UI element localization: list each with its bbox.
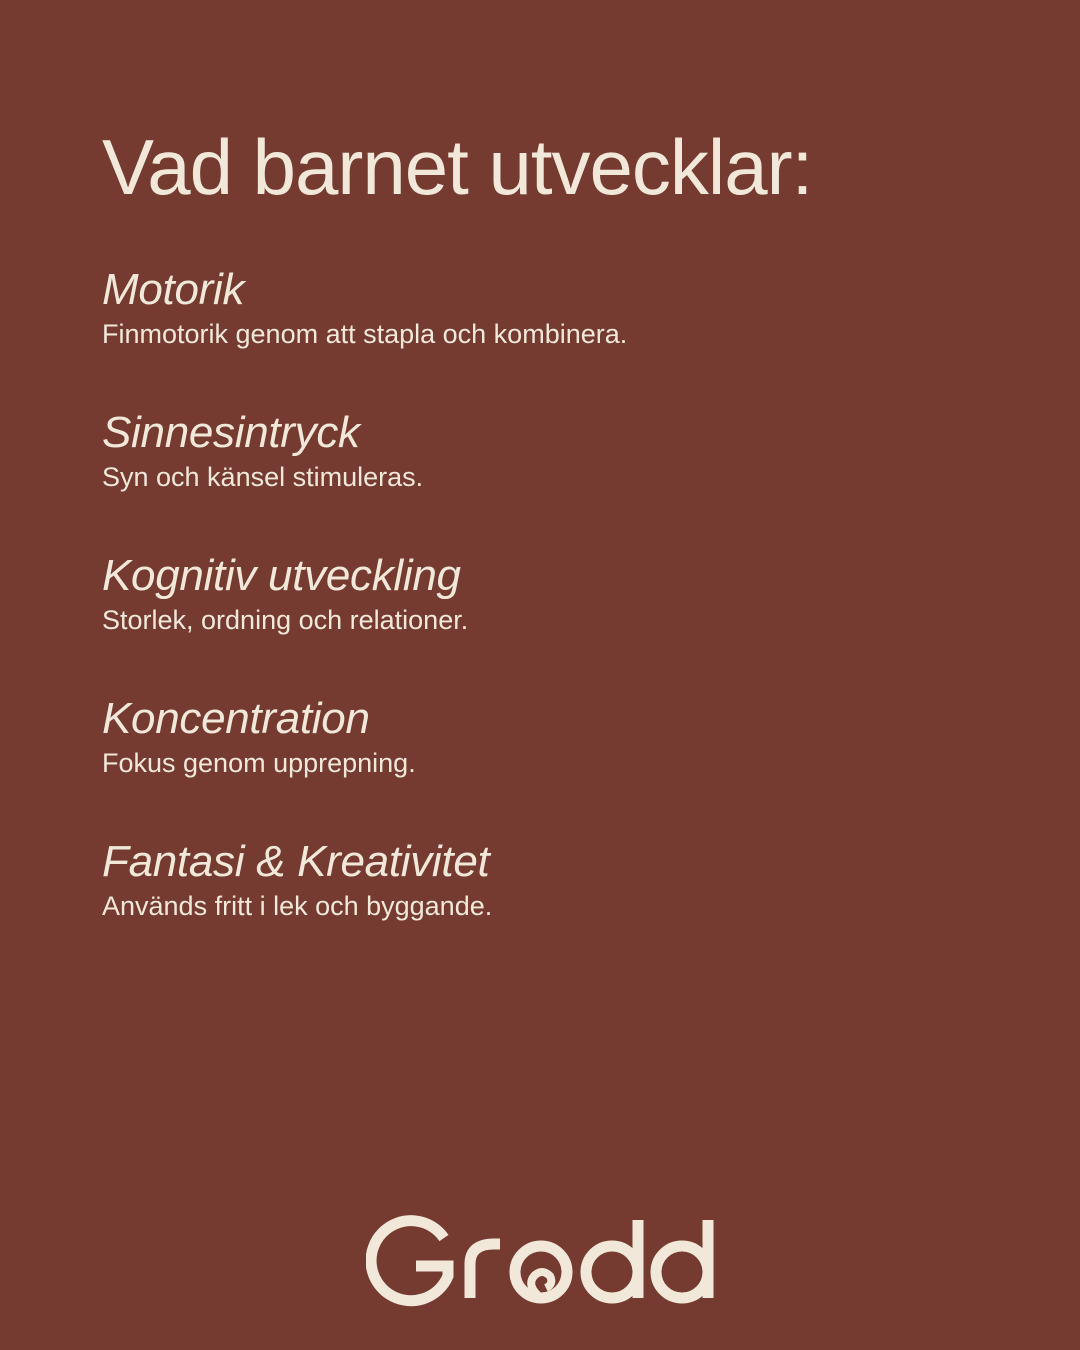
list-item-fantasi-kreativitet — [102, 836, 1002, 979]
item-heading: Motorik — [102, 265, 245, 314]
page-title: Vad barnet utvecklar: — [102, 123, 813, 211]
item-description: Används fritt i lek och byggande. — [102, 891, 493, 921]
list-item-motorik — [102, 264, 1002, 407]
item-description: Fokus genom upprepning. — [102, 748, 416, 778]
item-heading: Koncentration — [102, 694, 370, 743]
grodd-logo — [366, 1214, 716, 1310]
list-item-kognitiv-utveckling — [102, 550, 1002, 693]
item-description: Finmotorik genom att stapla och kombinera. — [102, 319, 628, 349]
list-item-koncentration — [102, 693, 1002, 836]
item-description: Syn och känsel stimuleras. — [102, 462, 424, 492]
item-heading: Fantasi & Kreativitet — [102, 837, 490, 886]
development-list — [102, 264, 1002, 979]
item-description: Storlek, ordning och relationer. — [102, 605, 469, 635]
grodd-logo-mark — [366, 1214, 716, 1310]
list-item-sinnesintryck — [102, 407, 1002, 550]
item-heading: Kognitiv utveckling — [102, 551, 461, 600]
item-heading: Sinnesintryck — [102, 408, 360, 457]
